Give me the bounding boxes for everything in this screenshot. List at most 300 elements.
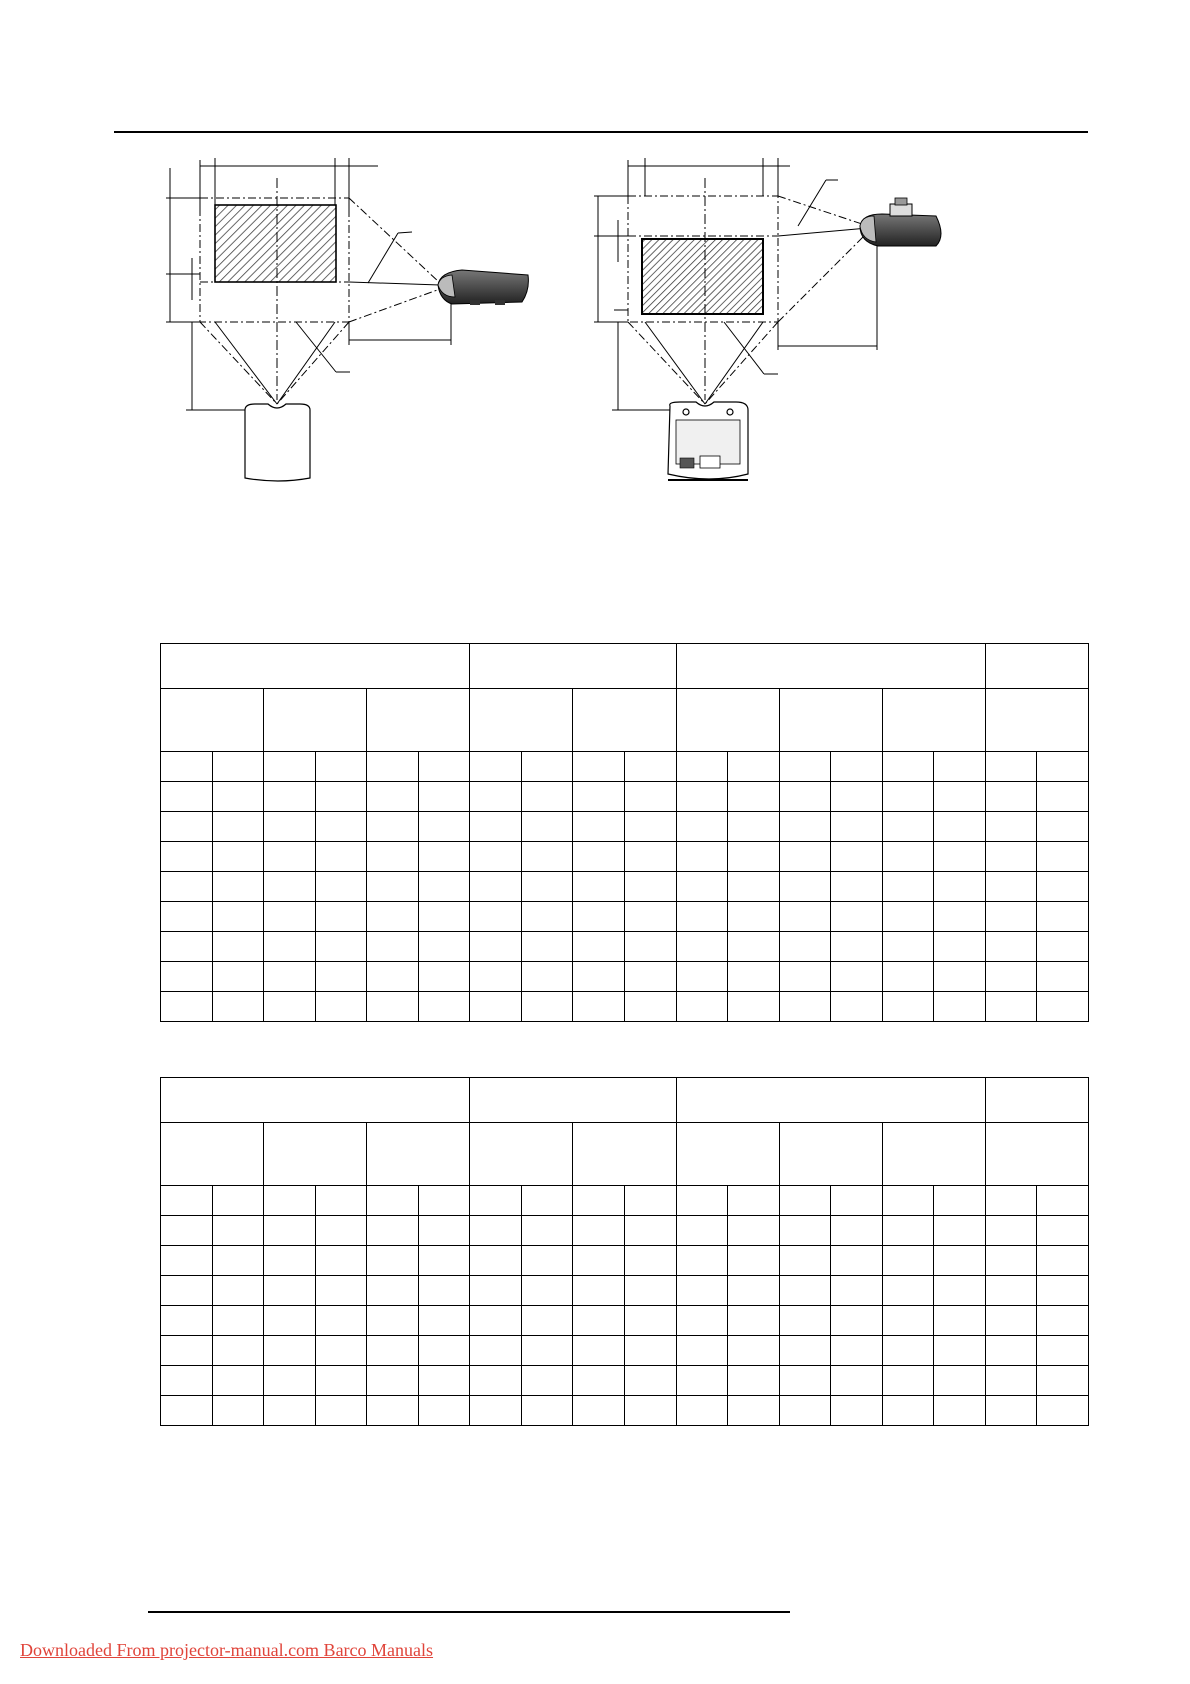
table-cell [573,1246,625,1276]
table-cell [882,932,934,962]
table-cell [470,1396,522,1426]
table-cell [161,782,213,812]
table-cell [521,1246,573,1276]
table-cell [1037,1396,1089,1426]
table-cell [985,1306,1037,1336]
table-cell [1037,932,1089,962]
table-cell [779,1216,831,1246]
table-cell [573,842,625,872]
table-cell [573,1306,625,1336]
table-cell [212,992,264,1022]
subheader-cell [882,689,985,752]
table-cell [161,932,213,962]
table-cell [418,1366,470,1396]
table-cell [418,902,470,932]
table-cell [315,1366,367,1396]
table-cell [882,992,934,1022]
table-cell [985,1216,1037,1246]
table-cell [728,752,780,782]
table-cell [882,1276,934,1306]
table-cell [779,992,831,1022]
subheader-cell [676,689,779,752]
table-row [161,812,1089,842]
table-cell [470,1366,522,1396]
desktop-installation-figure [166,158,451,410]
table-cell [161,872,213,902]
header-cell [985,644,1088,689]
table-cell [367,842,419,872]
table-cell [934,1276,986,1306]
table-cell [264,1216,316,1246]
table-cell [1037,842,1089,872]
table-cell [934,872,986,902]
table-cell [1037,962,1089,992]
table-cell [676,1336,728,1366]
table-cell [728,932,780,962]
table-cell [161,1306,213,1336]
table-row [161,962,1089,992]
table-cell [418,1336,470,1366]
footer-download-link[interactable]: Downloaded From projector-manual.com Barco Manuals [20,1640,434,1660]
table-cell [779,1306,831,1336]
table-cell [624,1186,676,1216]
header-cell [676,644,985,689]
table-cell [264,1246,316,1276]
table-cell [624,1276,676,1306]
table-cell [779,1396,831,1426]
table-cell [315,932,367,962]
table-cell [934,932,986,962]
table-cell [1037,1336,1089,1366]
table-cell [728,1366,780,1396]
table-cell [934,992,986,1022]
table-cell [934,1366,986,1396]
table-cell [315,1276,367,1306]
table-cell [264,1366,316,1396]
ceiling-installation-figure [594,158,877,410]
table-cell [831,1306,883,1336]
table-cell [521,962,573,992]
table-cell [728,992,780,1022]
table-cell [573,932,625,962]
table-cell [418,932,470,962]
table-cell [264,902,316,932]
table-cell [1037,1186,1089,1216]
table-cell [418,842,470,872]
table-cell [470,932,522,962]
table-cell [470,992,522,1022]
table-subheader-row [161,1123,1089,1186]
table-cell [934,902,986,932]
table-cell [212,1396,264,1426]
table-cell [264,872,316,902]
table-cell [728,782,780,812]
distance-table-2 [160,1077,1089,1426]
table-cell [728,812,780,842]
table-cell [212,782,264,812]
table-cell [624,902,676,932]
table-cell [161,1336,213,1366]
table-cell [315,1306,367,1336]
table-cell [624,1396,676,1426]
subheader-cell [573,689,676,752]
table-cell [882,812,934,842]
table-row [161,902,1089,932]
table-cell [882,962,934,992]
subheader-cell [470,689,573,752]
table-cell [934,1336,986,1366]
table-cell [676,992,728,1022]
table-cell [676,752,728,782]
table-cell [212,962,264,992]
table-cell [934,962,986,992]
table-row [161,1306,1089,1336]
table-cell [573,962,625,992]
table-cell [831,1276,883,1306]
table-cell [573,1366,625,1396]
table-cell [161,902,213,932]
table-cell [676,872,728,902]
table-cell [1037,812,1089,842]
table-cell [728,1276,780,1306]
table-row [161,1366,1089,1396]
table-cell [521,1306,573,1336]
subheader-cell [676,1123,779,1186]
table-cell [1037,1306,1089,1336]
subheader-cell [161,1123,264,1186]
table-cell [264,992,316,1022]
rear-view-projector-icon [668,402,748,480]
table-cell [367,932,419,962]
table-cell [934,812,986,842]
table-cell [1037,992,1089,1022]
table-cell [624,1246,676,1276]
table-cell [367,1246,419,1276]
table-cell [264,962,316,992]
table-cell [521,1366,573,1396]
table-cell [831,1396,883,1426]
table-cell [779,782,831,812]
header-cell [676,1078,985,1123]
table-cell [624,932,676,962]
table-cell [521,872,573,902]
subheader-cell [985,689,1088,752]
table-cell [934,1216,986,1246]
table-cell [985,1396,1037,1426]
table-cell [315,1246,367,1276]
table-cell [1037,1216,1089,1246]
table-cell [367,1306,419,1336]
header-cell [470,1078,676,1123]
table-cell [882,1306,934,1336]
table-cell [470,1276,522,1306]
table-cell [367,992,419,1022]
table-cell [418,962,470,992]
table-cell [728,902,780,932]
table-cell [728,1246,780,1276]
table-cell [985,782,1037,812]
table-cell [264,932,316,962]
table-cell [418,752,470,782]
table-cell [264,842,316,872]
table-cell [212,1336,264,1366]
table-cell [212,1276,264,1306]
table-cell [1037,1366,1089,1396]
table-cell [676,1186,728,1216]
table-cell [161,992,213,1022]
table-cell [934,752,986,782]
table-cell [212,1246,264,1276]
table-cell [315,812,367,842]
table-cell [985,992,1037,1022]
table-cell [985,842,1037,872]
table-cell [521,782,573,812]
table-cell [728,842,780,872]
table-cell [676,902,728,932]
table-cell [573,1216,625,1246]
table-cell [418,1306,470,1336]
table-cell [573,812,625,842]
table-cell [573,752,625,782]
table-cell [521,1336,573,1366]
table-cell [418,1276,470,1306]
table-cell [831,962,883,992]
table-cell [831,812,883,842]
subheader-cell [470,1123,573,1186]
table-cell [676,1216,728,1246]
table-cell [161,1246,213,1276]
table-cell [934,1396,986,1426]
table-mounted-projector-icon [438,270,528,305]
table-cell [728,1306,780,1336]
table-cell [676,1246,728,1276]
table-cell [367,962,419,992]
table-cell [934,1246,986,1276]
distance-table-1 [160,643,1089,1022]
table-cell [521,1396,573,1426]
table-cell [831,932,883,962]
table-cell [985,1186,1037,1216]
table-cell [161,812,213,842]
table-cell [573,1336,625,1366]
table-cell [624,1336,676,1366]
table-cell [212,1186,264,1216]
subheader-cell [264,1123,367,1186]
table-cell [1037,872,1089,902]
header-cell [470,644,676,689]
table-cell [676,782,728,812]
table-cell [676,1276,728,1306]
footer-rule [148,1611,790,1613]
table-cell [985,902,1037,932]
table-cell [212,932,264,962]
table-cell [470,1336,522,1366]
table-cell [831,992,883,1022]
table-cell [161,752,213,782]
table-cell [521,932,573,962]
table-cell [1037,752,1089,782]
table-cell [882,1396,934,1426]
table-cell [934,842,986,872]
table-row [161,1276,1089,1306]
table-cell [470,842,522,872]
table-cell [470,1216,522,1246]
table-cell [212,752,264,782]
table-cell [418,812,470,842]
table-cell [315,782,367,812]
table-cell [315,962,367,992]
table-row [161,1396,1089,1426]
table-cell [624,782,676,812]
table-cell [882,1336,934,1366]
table-cell [882,902,934,932]
table-cell [367,1276,419,1306]
subheader-cell [161,689,264,752]
table-row [161,872,1089,902]
subheader-cell [367,689,470,752]
table-cell [367,1186,419,1216]
table-cell [367,1396,419,1426]
table-cell [779,752,831,782]
table-cell [882,752,934,782]
table-cell [676,812,728,842]
table-cell [676,842,728,872]
table-cell [985,752,1037,782]
table-cell [985,812,1037,842]
table-cell [315,1336,367,1366]
table-cell [521,1216,573,1246]
table-cell [315,1396,367,1426]
table-cell [470,872,522,902]
table-cell [418,992,470,1022]
table-cell [418,1246,470,1276]
table-subheader-row [161,689,1089,752]
table-cell [315,902,367,932]
table-cell [831,782,883,812]
table-cell [728,1216,780,1246]
table-cell [779,1246,831,1276]
table-cell [212,1216,264,1246]
table-cell [470,1246,522,1276]
table-cell [779,1336,831,1366]
subheader-cell [882,1123,985,1186]
table-row [161,1336,1089,1366]
table-row [161,1246,1089,1276]
table-cell [212,872,264,902]
floor-projector-outline [245,404,310,481]
table-cell [367,1366,419,1396]
table-cell [728,962,780,992]
table-cell [882,1246,934,1276]
table-cell [573,1276,625,1306]
table-cell [728,1396,780,1426]
header-cell [161,1078,470,1123]
table-cell [624,1216,676,1246]
table-cell [985,1336,1037,1366]
table-cell [985,962,1037,992]
table-cell [264,752,316,782]
table-cell [779,872,831,902]
table-cell [264,1396,316,1426]
table-cell [212,842,264,872]
table-cell [882,1216,934,1246]
table-cell [212,1306,264,1336]
table-header-row [161,644,1089,689]
table-cell [161,1276,213,1306]
subheader-cell [367,1123,470,1186]
table-cell [521,752,573,782]
table-cell [985,872,1037,902]
table-cell [779,962,831,992]
subheader-cell [779,689,882,752]
table-cell [315,872,367,902]
table-cell [934,1186,986,1216]
table-cell [831,752,883,782]
table-cell [676,932,728,962]
subheader-cell [779,1123,882,1186]
table-cell [418,1216,470,1246]
subheader-cell [264,689,367,752]
ceiling-mounted-projector-icon [860,198,941,246]
table-cell [470,752,522,782]
table-cell [315,1216,367,1246]
table-cell [521,902,573,932]
table-cell [521,1186,573,1216]
table-cell [676,962,728,992]
table-cell [212,812,264,842]
table-cell [728,1186,780,1216]
table-cell [367,782,419,812]
table-cell [161,1366,213,1396]
table-cell [418,1396,470,1426]
table-cell [161,962,213,992]
table-cell [573,1186,625,1216]
table-cell [161,1216,213,1246]
table-row [161,1216,1089,1246]
table-cell [624,1366,676,1396]
table-cell [882,872,934,902]
table-cell [779,1276,831,1306]
table-cell [882,1186,934,1216]
table-cell [161,1396,213,1426]
table-row [161,932,1089,962]
table-cell [212,902,264,932]
table-cell [728,1336,780,1366]
table-cell [470,902,522,932]
table-cell [624,992,676,1022]
table-cell [264,812,316,842]
table-cell [521,842,573,872]
table-cell [779,1186,831,1216]
table-cell [470,962,522,992]
table-cell [315,752,367,782]
subheader-cell [985,1123,1088,1186]
table-cell [882,782,934,812]
table-cell [367,1216,419,1246]
table-cell [676,1396,728,1426]
table-cell [624,752,676,782]
table-cell [264,1276,316,1306]
table-cell [418,782,470,812]
table-cell [624,812,676,842]
table-cell [1037,782,1089,812]
table-cell [470,1306,522,1336]
table-cell [521,1276,573,1306]
table-cell [573,872,625,902]
table-cell [831,1246,883,1276]
installation-diagrams [0,0,1190,560]
table-cell [831,1336,883,1366]
